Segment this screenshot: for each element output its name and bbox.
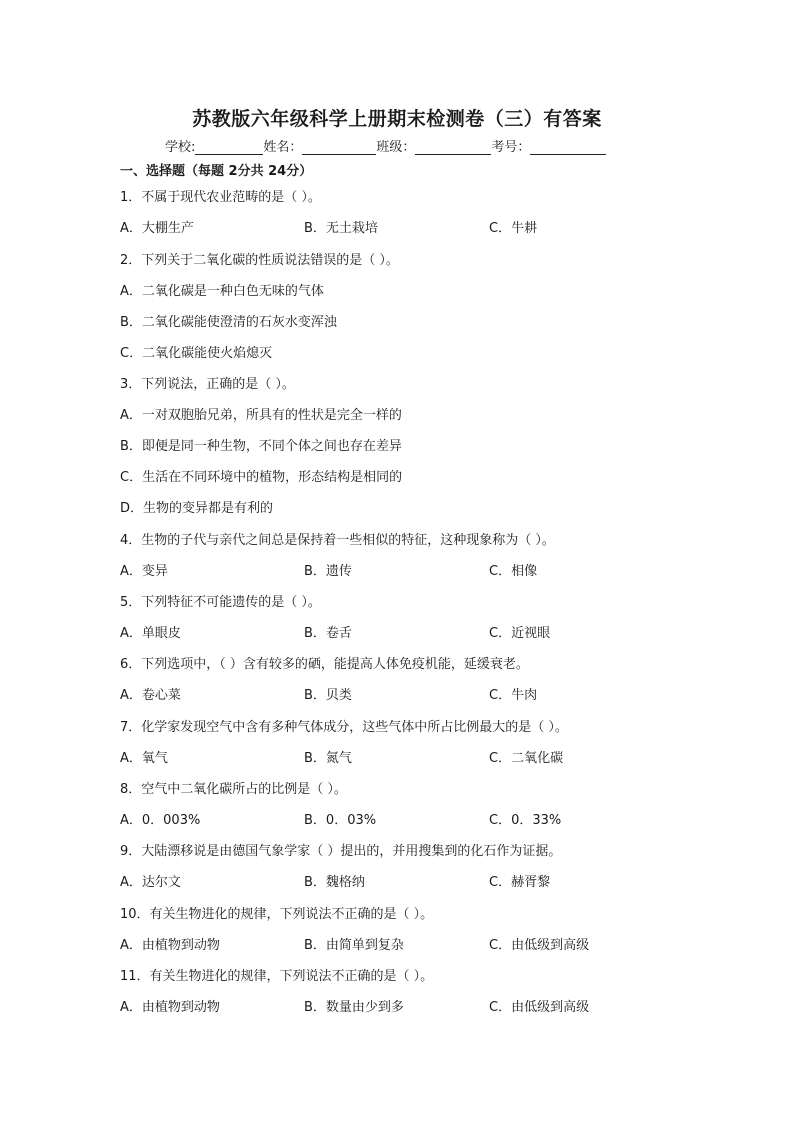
question-option: C．二氧化碳 xyxy=(489,751,564,766)
question-option: C．生活在不同环境中的植物，形态结构是相同的 xyxy=(120,470,403,485)
student-info-row xyxy=(165,136,606,155)
question-stem: 5．下列特征不可能遗传的是（ ）。 xyxy=(120,595,321,610)
name-label: 姓名： xyxy=(263,140,303,155)
page-title: 苏教版六年级科学上册期末检测卷（三）有答案 xyxy=(192,108,602,130)
question-stem: 7．化学家发现空气中含有多种气体成分，这些气体中所占比例最大的是（ ）。 xyxy=(120,720,568,735)
question-stem: 1．不属于现代农业范畴的是（ ）。 xyxy=(120,190,321,205)
question-option: A．二氧化碳是一种白色无味的气体 xyxy=(120,284,324,299)
question-option: C．相像 xyxy=(489,564,538,579)
question-option: B．即便是同一种生物，不同个体之间也存在差异 xyxy=(120,439,402,454)
question-option: B．贝类 xyxy=(304,688,352,703)
name-blank xyxy=(302,141,376,155)
question-stem: 2．下列关于二氧化碳的性质说法错误的是（ ）。 xyxy=(120,253,399,268)
question-option: D．生物的变异都是有利的 xyxy=(120,501,274,516)
question-option: C．二氧化碳能使火焰熄灭 xyxy=(120,346,273,361)
question-option: B．卷舌 xyxy=(304,626,352,641)
question-option: B．无土栽培 xyxy=(304,221,378,236)
school-blank xyxy=(195,141,263,155)
question-option: A．0．003% xyxy=(120,813,201,828)
question-stem: 3．下列说法，正确的是（ ）。 xyxy=(120,377,295,392)
exam-no-label: 考号： xyxy=(491,140,531,155)
question-option: B．魏格纳 xyxy=(304,875,365,890)
question-option: A．变异 xyxy=(120,564,168,579)
question-option: A．氧气 xyxy=(120,751,168,766)
question-option: A．由植物到动物 xyxy=(120,938,220,953)
question-option: B．0．03% xyxy=(304,813,377,828)
question-option: A．卷心菜 xyxy=(120,688,181,703)
question-option: C．牛肉 xyxy=(489,688,538,703)
question-option: C．由低级到高级 xyxy=(489,1000,590,1015)
exam-no-blank xyxy=(530,141,606,155)
question-stem: 6．下列选项中，（ ）含有较多的硒，能提高人体免疫机能，延缓衰老。 xyxy=(120,657,529,672)
question-option: C．牛耕 xyxy=(489,221,538,236)
section-heading: 一、选择题（每题 2分共 24分） xyxy=(120,164,313,179)
question-option: A．由植物到动物 xyxy=(120,1000,220,1015)
question-option: C．近视眼 xyxy=(489,626,551,641)
question-option: A．一对双胞胎兄弟，所具有的性状是完全一样的 xyxy=(120,408,402,423)
question-option: B．数量由少到多 xyxy=(304,1000,404,1015)
question-stem: 4．生物的子代与亲代之间总是保持着一些相似的特征，这种现象称为（ ）。 xyxy=(120,533,555,548)
question-stem: 9．大陆漂移说是由德国气象学家（ ）提出的，并用搜集到的化石作为证据。 xyxy=(120,844,562,859)
question-option: B．氮气 xyxy=(304,751,352,766)
question-option: B．由简单到复杂 xyxy=(304,938,404,953)
question-option: B．遗传 xyxy=(304,564,352,579)
question-option: C．由低级到高级 xyxy=(489,938,590,953)
question-option: A．大棚生产 xyxy=(120,221,194,236)
question-option: C．0．33% xyxy=(489,813,562,828)
class-blank xyxy=(415,141,491,155)
question-stem: 11．有关生物进化的规律，下列说法不正确的是（ ）。 xyxy=(120,969,434,984)
question-option: A．单眼皮 xyxy=(120,626,181,641)
question-option: A．达尔文 xyxy=(120,875,181,890)
class-label: 班级： xyxy=(376,140,416,155)
question-stem: 10．有关生物进化的规律，下列说法不正确的是（ ）。 xyxy=(120,907,434,922)
question-option: B．二氧化碳能使澄清的石灰水变浑浊 xyxy=(120,315,337,330)
question-stem: 8．空气中二氧化碳所占的比例是（ ）。 xyxy=(120,782,347,797)
question-option: C．赫胥黎 xyxy=(489,875,551,890)
school-label: 学校: xyxy=(165,140,196,155)
